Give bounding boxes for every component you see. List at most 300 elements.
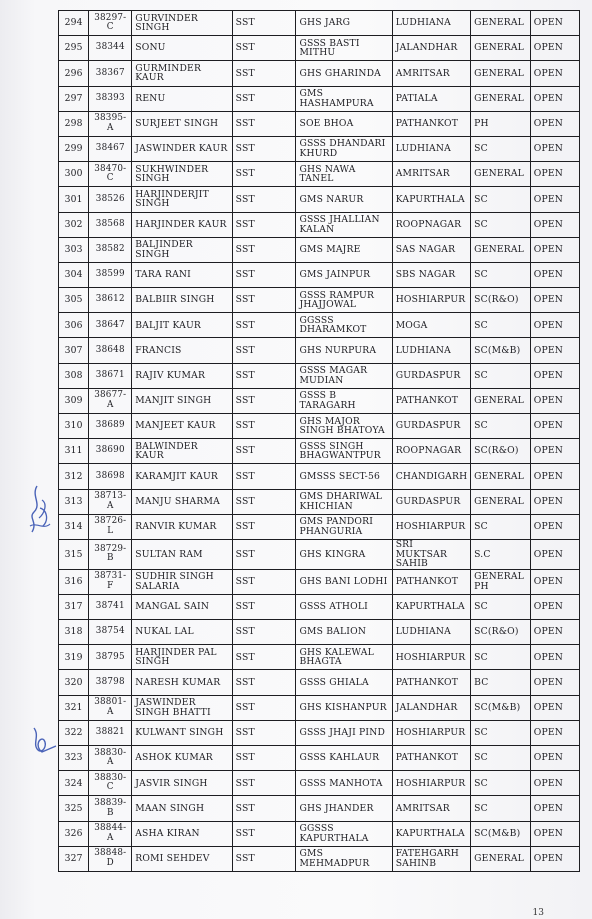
status-cell: OPEN <box>530 489 579 514</box>
category-cell: PH <box>471 111 531 136</box>
roll-id-cell: 38729-B <box>89 539 132 569</box>
category-cell: SC(R&O) <box>471 288 531 313</box>
status-cell: OPEN <box>530 695 579 720</box>
district-cell: HOSHIARPUR <box>392 720 470 745</box>
status-cell: OPEN <box>530 288 579 313</box>
district-cell: LUDHIANA <box>392 620 470 645</box>
school-cell: GSSS RAMPUR JHAJJOWAL <box>296 288 392 313</box>
name-cell: BALBIIR SINGH <box>132 288 232 313</box>
table-row <box>59 821 580 846</box>
category-cell: GENERAL <box>471 388 531 413</box>
subject-cell: SST <box>232 695 296 720</box>
subject-cell: SST <box>232 846 296 871</box>
category-cell: GENERAL <box>471 464 531 489</box>
subject-cell: SST <box>232 363 296 388</box>
school-cell: GSSS KAHLAUR <box>296 746 392 771</box>
district-cell: AMRITSAR <box>392 162 470 187</box>
name-cell: ASHOK KUMAR <box>132 746 232 771</box>
district-cell: ROOPNAGAR <box>392 212 470 237</box>
category-cell: SC(M&B) <box>471 695 531 720</box>
status-cell: OPEN <box>530 539 579 569</box>
subject-cell: SST <box>232 414 296 439</box>
roll-id-cell: 38754 <box>89 620 132 645</box>
district-cell: SRI MUKTSAR SAHIB <box>392 539 470 569</box>
signature-mark-lower <box>26 722 66 762</box>
serial-cell: 323 <box>59 746 89 771</box>
category-cell: GENERAL <box>471 237 531 262</box>
name-cell: JASWINDER SINGH BHATTI <box>132 695 232 720</box>
table-row <box>59 670 580 695</box>
roll-id-cell: 38848-D <box>89 846 132 871</box>
school-cell: SOE BHOA <box>296 111 392 136</box>
table-row <box>59 620 580 645</box>
school-cell: GHS NAWA TANEL <box>296 162 392 187</box>
school-cell: GSSS SINGH BHAGWANTPUR <box>296 439 392 464</box>
school-cell: GHS KISHANPUR <box>296 695 392 720</box>
district-cell: PATHANKOT <box>392 746 470 771</box>
subject-cell: SST <box>232 288 296 313</box>
serial-cell: 309 <box>59 388 89 413</box>
roll-id-cell: 38830-A <box>89 746 132 771</box>
roll-id-cell: 38844-A <box>89 821 132 846</box>
serial-cell: 298 <box>59 111 89 136</box>
table-row <box>59 288 580 313</box>
district-cell: PATHANKOT <box>392 569 470 594</box>
table-row <box>59 187 580 212</box>
name-cell: GURMINDER KAUR <box>132 61 232 86</box>
roll-id-cell: 38671 <box>89 363 132 388</box>
serial-cell: 307 <box>59 338 89 363</box>
school-cell: GHS JARG <box>296 11 392 36</box>
serial-cell: 325 <box>59 796 89 821</box>
school-cell: GHS JHANDER <box>296 796 392 821</box>
name-cell: RAJIV KUMAR <box>132 363 232 388</box>
table-row <box>59 514 580 539</box>
category-cell: SC(R&O) <box>471 620 531 645</box>
district-cell: KAPURTHALA <box>392 821 470 846</box>
subject-cell: SST <box>232 262 296 287</box>
school-cell: GMS MAJRE <box>296 237 392 262</box>
category-cell: SC(R&O) <box>471 439 531 464</box>
category-cell: GENERAL <box>471 36 531 61</box>
name-cell: HARJINDER KAUR <box>132 212 232 237</box>
name-cell: NUKAL LAL <box>132 620 232 645</box>
school-cell: GSSS JHAJI PIND <box>296 720 392 745</box>
status-cell: OPEN <box>530 187 579 212</box>
district-cell: FATEHGARH SAHINB <box>392 846 470 871</box>
subject-cell: SST <box>232 136 296 161</box>
serial-cell: 322 <box>59 720 89 745</box>
subject-cell: SST <box>232 187 296 212</box>
roll-id-cell: 38839-B <box>89 796 132 821</box>
category-cell: SC <box>471 212 531 237</box>
serial-cell: 311 <box>59 439 89 464</box>
district-cell: HOSHIARPUR <box>392 288 470 313</box>
status-cell: OPEN <box>530 569 579 594</box>
table-row <box>59 539 580 569</box>
subject-cell: SST <box>232 439 296 464</box>
district-cell: GURDASPUR <box>392 363 470 388</box>
category-cell: SC <box>471 187 531 212</box>
name-cell: MAAN SINGH <box>132 796 232 821</box>
status-cell: OPEN <box>530 86 579 111</box>
serial-cell: 308 <box>59 363 89 388</box>
roll-id-cell: 38741 <box>89 594 132 619</box>
serial-cell: 299 <box>59 136 89 161</box>
name-cell: MANJEET KAUR <box>132 414 232 439</box>
subject-cell: SST <box>232 539 296 569</box>
subject-cell: SST <box>232 464 296 489</box>
roll-id-cell: 38367 <box>89 61 132 86</box>
roll-id-cell: 38395-A <box>89 111 132 136</box>
roll-id-cell: 38795 <box>89 645 132 670</box>
name-cell: SUDHIR SINGH SALARIA <box>132 569 232 594</box>
status-cell: OPEN <box>530 136 579 161</box>
school-cell: GMS JAINPUR <box>296 262 392 287</box>
school-cell: GGSSS KAPURTHALA <box>296 821 392 846</box>
name-cell: KARAMJIT KAUR <box>132 464 232 489</box>
roll-id-cell: 38731-F <box>89 569 132 594</box>
name-cell: BALJIT KAUR <box>132 313 232 338</box>
table-row <box>59 695 580 720</box>
status-cell: OPEN <box>530 414 579 439</box>
roll-id-cell: 38690 <box>89 439 132 464</box>
table-row <box>59 489 580 514</box>
table-row <box>59 414 580 439</box>
serial-cell: 305 <box>59 288 89 313</box>
name-cell: SURJEET SINGH <box>132 111 232 136</box>
roll-id-cell: 38821 <box>89 720 132 745</box>
table-row <box>59 594 580 619</box>
roll-id-cell: 38612 <box>89 288 132 313</box>
status-cell: OPEN <box>530 720 579 745</box>
district-cell: SAS NAGAR <box>392 237 470 262</box>
serial-cell: 319 <box>59 645 89 670</box>
serial-cell: 315 <box>59 539 89 569</box>
subject-cell: SST <box>232 514 296 539</box>
name-cell: HARJINDER PAL SINGH <box>132 645 232 670</box>
school-cell: GMS DHARIWAL KHICHIAN <box>296 489 392 514</box>
subject-cell: SST <box>232 489 296 514</box>
serial-cell: 320 <box>59 670 89 695</box>
table-row <box>59 136 580 161</box>
category-cell: SC <box>471 414 531 439</box>
name-cell: MANGAL SAIN <box>132 594 232 619</box>
district-cell: KAPURTHALA <box>392 187 470 212</box>
category-cell: SC <box>471 313 531 338</box>
serial-cell: 312 <box>59 464 89 489</box>
district-cell: SBS NAGAR <box>392 262 470 287</box>
name-cell: RANVIR KUMAR <box>132 514 232 539</box>
status-cell: OPEN <box>530 262 579 287</box>
category-cell: SC <box>471 746 531 771</box>
name-cell: ROMI SEHDEV <box>132 846 232 871</box>
serial-cell: 296 <box>59 61 89 86</box>
roll-id-cell: 38467 <box>89 136 132 161</box>
category-cell: SC <box>471 136 531 161</box>
school-cell: GHS GHARINDA <box>296 61 392 86</box>
district-cell: KAPURTHALA <box>392 594 470 619</box>
district-cell: LUDHIANA <box>392 338 470 363</box>
school-cell: GHS KALEWAL BHAGTA <box>296 645 392 670</box>
subject-cell: SST <box>232 620 296 645</box>
table-row <box>59 162 580 187</box>
status-cell: OPEN <box>530 594 579 619</box>
category-cell: SC <box>471 262 531 287</box>
name-cell: MANJU SHARMA <box>132 489 232 514</box>
name-cell: FRANCIS <box>132 338 232 363</box>
category-cell: SC(M&B) <box>471 821 531 846</box>
category-cell: GENERAL <box>471 162 531 187</box>
subject-cell: SST <box>232 388 296 413</box>
district-cell: PATIALA <box>392 86 470 111</box>
subject-cell: SST <box>232 162 296 187</box>
school-cell: GHS MAJOR SINGH BHATOYA <box>296 414 392 439</box>
serial-cell: 318 <box>59 620 89 645</box>
status-cell: OPEN <box>530 821 579 846</box>
subject-cell: SST <box>232 821 296 846</box>
status-cell: OPEN <box>530 363 579 388</box>
table-row <box>59 212 580 237</box>
table-row <box>59 720 580 745</box>
category-cell: SC <box>471 594 531 619</box>
category-cell: SC <box>471 796 531 821</box>
status-cell: OPEN <box>530 338 579 363</box>
roll-id-cell: 38830-C <box>89 771 132 796</box>
status-cell: OPEN <box>530 388 579 413</box>
serial-cell: 314 <box>59 514 89 539</box>
roll-id-cell: 38470-C <box>89 162 132 187</box>
roll-id-cell: 38599 <box>89 262 132 287</box>
subject-cell: SST <box>232 670 296 695</box>
district-cell: PATHANKOT <box>392 111 470 136</box>
district-cell: GURDASPUR <box>392 489 470 514</box>
roll-id-cell: 38648 <box>89 338 132 363</box>
table-row <box>59 313 580 338</box>
district-cell: HOSHIARPUR <box>392 771 470 796</box>
name-cell: BALJINDER SINGH <box>132 237 232 262</box>
name-cell: BALWINDER KAUR <box>132 439 232 464</box>
table-row <box>59 771 580 796</box>
table-row <box>59 86 580 111</box>
name-cell: KULWANT SINGH <box>132 720 232 745</box>
subject-cell: SST <box>232 212 296 237</box>
district-cell: LUDHIANA <box>392 11 470 36</box>
subject-cell: SST <box>232 11 296 36</box>
status-cell: OPEN <box>530 61 579 86</box>
serial-cell: 324 <box>59 771 89 796</box>
subject-cell: SST <box>232 746 296 771</box>
table-row <box>59 846 580 871</box>
district-cell: LUDHIANA <box>392 136 470 161</box>
name-cell: JASVIR SINGH <box>132 771 232 796</box>
name-cell: NARESH KUMAR <box>132 670 232 695</box>
district-cell: HOSHIARPUR <box>392 514 470 539</box>
district-cell: AMRITSAR <box>392 796 470 821</box>
school-cell: GHS KINGRA <box>296 539 392 569</box>
status-cell: OPEN <box>530 162 579 187</box>
school-cell: GHS BANI LODHI <box>296 569 392 594</box>
status-cell: OPEN <box>530 670 579 695</box>
table-row <box>59 464 580 489</box>
signature-mark-upper <box>22 482 56 542</box>
category-cell: SC <box>471 720 531 745</box>
status-cell: OPEN <box>530 771 579 796</box>
category-cell: BC <box>471 670 531 695</box>
table-row <box>59 61 580 86</box>
subject-cell: SST <box>232 720 296 745</box>
table-row <box>59 338 580 363</box>
roll-id-cell: 38393 <box>89 86 132 111</box>
category-cell: SC <box>471 363 531 388</box>
category-cell: SC <box>471 514 531 539</box>
serial-cell: 295 <box>59 36 89 61</box>
category-cell: GENERAL <box>471 489 531 514</box>
serial-cell: 304 <box>59 262 89 287</box>
status-cell: OPEN <box>530 464 579 489</box>
district-cell: GURDASPUR <box>392 414 470 439</box>
category-cell: SC <box>471 645 531 670</box>
table-row <box>59 796 580 821</box>
table-row <box>59 237 580 262</box>
roll-id-cell: 38647 <box>89 313 132 338</box>
name-cell: SONU <box>132 36 232 61</box>
table-row <box>59 746 580 771</box>
roll-id-cell: 38689 <box>89 414 132 439</box>
subject-cell: SST <box>232 237 296 262</box>
district-cell: ROOPNAGAR <box>392 439 470 464</box>
status-cell: OPEN <box>530 111 579 136</box>
subject-cell: SST <box>232 338 296 363</box>
status-cell: OPEN <box>530 796 579 821</box>
table-row <box>59 111 580 136</box>
serial-cell: 317 <box>59 594 89 619</box>
roll-id-cell: 38801-A <box>89 695 132 720</box>
name-cell: HARJINDERJIT SINGH <box>132 187 232 212</box>
school-cell: GMS PANDORI PHANGURIA <box>296 514 392 539</box>
roll-id-cell: 38526 <box>89 187 132 212</box>
status-cell: OPEN <box>530 212 579 237</box>
school-cell: GSSS MANHOTA <box>296 771 392 796</box>
category-cell: GENERAL <box>471 86 531 111</box>
status-cell: OPEN <box>530 514 579 539</box>
name-cell: MANJIT SINGH <box>132 388 232 413</box>
name-cell: RENU <box>132 86 232 111</box>
page-number: 13 <box>532 908 544 918</box>
serial-cell: 326 <box>59 821 89 846</box>
table-row <box>59 388 580 413</box>
subject-cell: SST <box>232 313 296 338</box>
serial-cell: 316 <box>59 569 89 594</box>
status-cell: OPEN <box>530 313 579 338</box>
status-cell: OPEN <box>530 846 579 871</box>
table-row <box>59 645 580 670</box>
roll-id-cell: 38297-C <box>89 11 132 36</box>
school-cell: GMS MEHMADPUR <box>296 846 392 871</box>
school-cell: GMS HASHAMPURA <box>296 86 392 111</box>
district-cell: HOSHIARPUR <box>392 645 470 670</box>
serial-cell: 297 <box>59 86 89 111</box>
serial-cell: 294 <box>59 11 89 36</box>
serial-cell: 302 <box>59 212 89 237</box>
category-cell: SC <box>471 771 531 796</box>
status-cell: OPEN <box>530 620 579 645</box>
name-cell: TARA RANI <box>132 262 232 287</box>
table-row <box>59 36 580 61</box>
roll-id-cell: 38713-A <box>89 489 132 514</box>
subject-cell: SST <box>232 796 296 821</box>
status-cell: OPEN <box>530 36 579 61</box>
status-cell: OPEN <box>530 11 579 36</box>
table-row <box>59 262 580 287</box>
status-cell: OPEN <box>530 746 579 771</box>
district-cell: JALANDHAR <box>392 695 470 720</box>
name-cell: SUKHWINDER SINGH <box>132 162 232 187</box>
table-row <box>59 569 580 594</box>
serial-cell: 310 <box>59 414 89 439</box>
school-cell: GSSS MAGAR MUDIAN <box>296 363 392 388</box>
district-cell: PATHANKOT <box>392 388 470 413</box>
school-cell: GSSS ATHOLI <box>296 594 392 619</box>
category-cell: GENERAL PH <box>471 569 531 594</box>
serial-cell: 306 <box>59 313 89 338</box>
name-cell: SULTAN RAM <box>132 539 232 569</box>
school-cell: GSSS DHANDARI KHURD <box>296 136 392 161</box>
serial-cell: 303 <box>59 237 89 262</box>
district-cell: PATHANKOT <box>392 670 470 695</box>
category-cell: GENERAL <box>471 61 531 86</box>
school-cell: GHS NURPURA <box>296 338 392 363</box>
school-cell: GSSS JHALLIAN KALAN <box>296 212 392 237</box>
roll-id-cell: 38698 <box>89 464 132 489</box>
subject-cell: SST <box>232 36 296 61</box>
name-cell: JASWINDER KAUR <box>132 136 232 161</box>
subject-cell: SST <box>232 771 296 796</box>
district-cell: AMRITSAR <box>392 61 470 86</box>
serial-cell: 321 <box>59 695 89 720</box>
school-cell: GSSS BASTI MITHU <box>296 36 392 61</box>
school-cell: GMS NARUR <box>296 187 392 212</box>
subject-cell: SST <box>232 594 296 619</box>
table-row <box>59 363 580 388</box>
table-body <box>59 11 580 872</box>
roll-id-cell: 38568 <box>89 212 132 237</box>
school-cell: GMSSS SECT-56 <box>296 464 392 489</box>
serial-cell: 300 <box>59 162 89 187</box>
roll-id-cell: 38344 <box>89 36 132 61</box>
name-cell: GURVINDER SINGH <box>132 11 232 36</box>
roll-id-cell: 38726-L <box>89 514 132 539</box>
subject-cell: SST <box>232 569 296 594</box>
school-cell: GMS BALION <box>296 620 392 645</box>
table-row <box>59 439 580 464</box>
category-cell: S.C <box>471 539 531 569</box>
status-cell: OPEN <box>530 645 579 670</box>
subject-cell: SST <box>232 61 296 86</box>
category-cell: GENERAL <box>471 846 531 871</box>
roll-id-cell: 38677-A <box>89 388 132 413</box>
serial-cell: 301 <box>59 187 89 212</box>
results-table <box>58 10 580 872</box>
roll-id-cell: 38798 <box>89 670 132 695</box>
status-cell: OPEN <box>530 237 579 262</box>
subject-cell: SST <box>232 645 296 670</box>
serial-cell: 327 <box>59 846 89 871</box>
district-cell: MOGA <box>392 313 470 338</box>
category-cell: SC(M&B) <box>471 338 531 363</box>
school-cell: GSSS B TARAGARH <box>296 388 392 413</box>
school-cell: GGSSS DHARAMKOT <box>296 313 392 338</box>
